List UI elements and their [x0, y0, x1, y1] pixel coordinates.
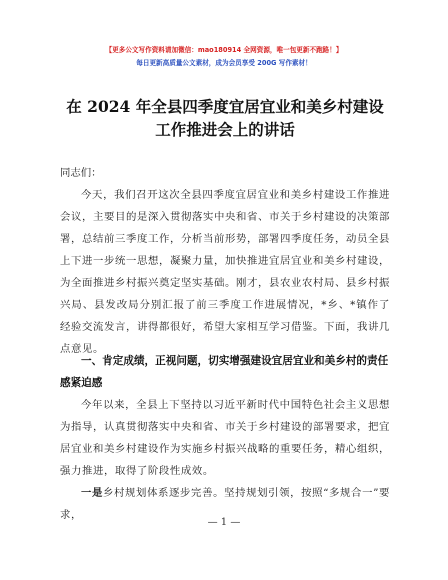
page-number: — 1 — — [207, 517, 241, 528]
document-title: 在 2024 年全县四季度宜居宜业和美乡村建设工作推进会上的讲话 — [66, 97, 384, 139]
paragraph-planning — [60, 482, 390, 521]
section-heading-1: 一、肯定成绩，正视问题，切实增强建设宜居宜业和美乡村的责任感紧迫感 — [60, 355, 389, 389]
promo-banner-membership: 每日更新高质量公文素材，成为会员享受 200G 写作素材！ — [136, 59, 312, 67]
salutation: 同志们： — [60, 167, 102, 179]
paragraph-opening: 今天，我们召开这次全县四季度宜居宜业和美乡村建设工作推进会议，主要目的是深入贯彻落实中央和省、市关于乡村建设的决策部署，总结前三季度工作，分析当前形势，部署四季度任务，动员全县上下进一步统一思想，凝聚力量，加快推进宜居宜业和美乡村建设，为全面推进乡村振兴奠定坚实基础。刚才，县农业农村局、县乡村振兴局、县发改局分别汇报了前三季度工作进展情况，*乡、*镇作了经验交流发言，讲得都很好，希望大家相互学习借鉴。下面，我讲几点意见。 — [60, 189, 390, 355]
paragraph-achievements: 今年以来，全县上下坚持以习近平新时代中国特色社会主义思想为指导，认真贯彻落实中央和省、市关于乡村建设的部署要求，把宜居宜业和美乡村建设作为实施乡村振兴战略的重要任务，精心组织，强力推进，取得了阶段性成效。 — [60, 399, 390, 477]
paragraph-planning-lead: 一是 — [81, 487, 104, 499]
paragraph-planning-text: 乡村规划体系逐步完善。坚持规划引领，按照“多规合一”要求， — [60, 487, 390, 521]
promo-banner-wechat: 【更多公文写作资料请加微信：mao180914 全网资源，唯一包更新不跑路！】 — [105, 46, 343, 54]
